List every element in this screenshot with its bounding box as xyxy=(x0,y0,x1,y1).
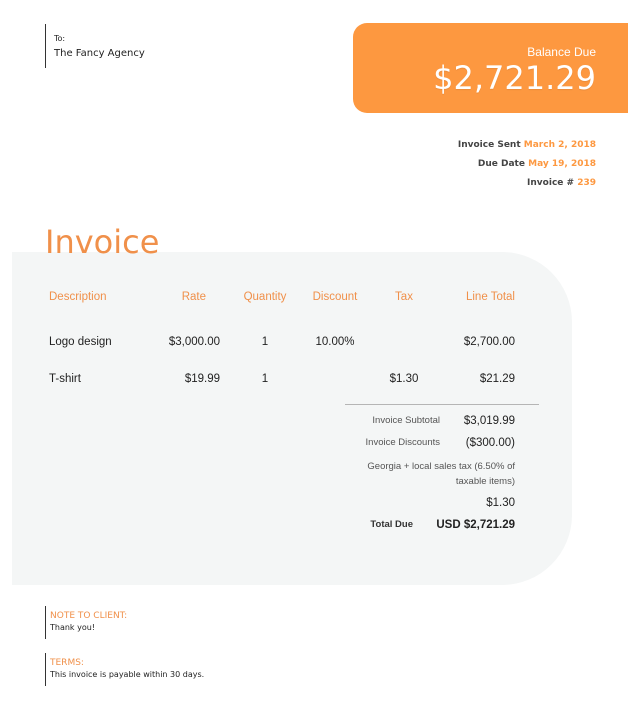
summary-divider xyxy=(345,404,539,405)
row-2-quantity: 1 xyxy=(261,373,269,385)
total-due-label: Total Due xyxy=(370,519,413,530)
row-1-rate: $3,000.00 xyxy=(168,336,220,348)
row-2-rate: $19.99 xyxy=(184,373,220,385)
due-date-row xyxy=(458,157,596,176)
invoice-number-value: 239 xyxy=(577,178,596,188)
balance-due-label: Balance Due xyxy=(527,45,596,59)
note-to-client xyxy=(45,606,127,639)
due-date-value: May 19, 2018 xyxy=(528,159,596,169)
header-rate: Rate xyxy=(181,291,206,303)
terms xyxy=(45,653,204,686)
invoice-number-label: Invoice # xyxy=(527,178,575,188)
row-1-line-total: $2,700.00 xyxy=(463,336,515,348)
header-line-total: Line Total xyxy=(465,291,515,303)
header-description: Description xyxy=(49,291,107,303)
subtotal-label: Invoice Subtotal xyxy=(372,415,440,426)
discounts-value: ($300.00) xyxy=(465,437,515,449)
invoice-title: Invoice xyxy=(45,223,160,261)
total-due-value: USD $2,721.29 xyxy=(436,519,515,531)
balance-due-amount: $2,721.29 xyxy=(433,59,596,97)
row-2-tax: $1.30 xyxy=(389,373,419,385)
terms-title: TERMS: xyxy=(50,658,84,668)
balance-due-box xyxy=(353,23,628,113)
note-to-client-text: Thank you! xyxy=(50,623,96,632)
recipient-block xyxy=(45,24,145,68)
invoice-meta xyxy=(458,138,596,195)
invoice-sent-row xyxy=(458,138,596,157)
sales-tax-label: Georgia + local sales tax (6.50% of taxable items) xyxy=(367,461,515,487)
note-to-client-title: NOTE TO CLIENT: xyxy=(50,611,128,621)
terms-text: This invoice is payable within 30 days. xyxy=(50,670,205,679)
invoice-sent-date: March 2, 2018 xyxy=(523,140,596,150)
row-2-description: T-shirt xyxy=(49,373,81,385)
discounts-label: Invoice Discounts xyxy=(365,437,440,448)
invoice-number-row xyxy=(458,176,596,195)
invoice-sent-label: Invoice Sent xyxy=(457,140,521,150)
subtotal-value: $3,019.99 xyxy=(463,415,515,427)
header-quantity: Quantity xyxy=(243,291,287,303)
to-label: To: xyxy=(54,34,66,43)
row-1-discount: 10.00% xyxy=(315,336,355,348)
sales-tax-value: $1.30 xyxy=(486,497,515,509)
header-tax: Tax xyxy=(395,291,413,303)
row-1-quantity: 1 xyxy=(261,336,269,348)
row-2-line-total: $21.29 xyxy=(479,373,515,385)
recipient-name: The Fancy Agency xyxy=(54,48,145,59)
row-1-description: Logo design xyxy=(49,336,112,348)
header-discount: Discount xyxy=(312,291,358,303)
due-date-label: Due Date xyxy=(477,159,525,169)
